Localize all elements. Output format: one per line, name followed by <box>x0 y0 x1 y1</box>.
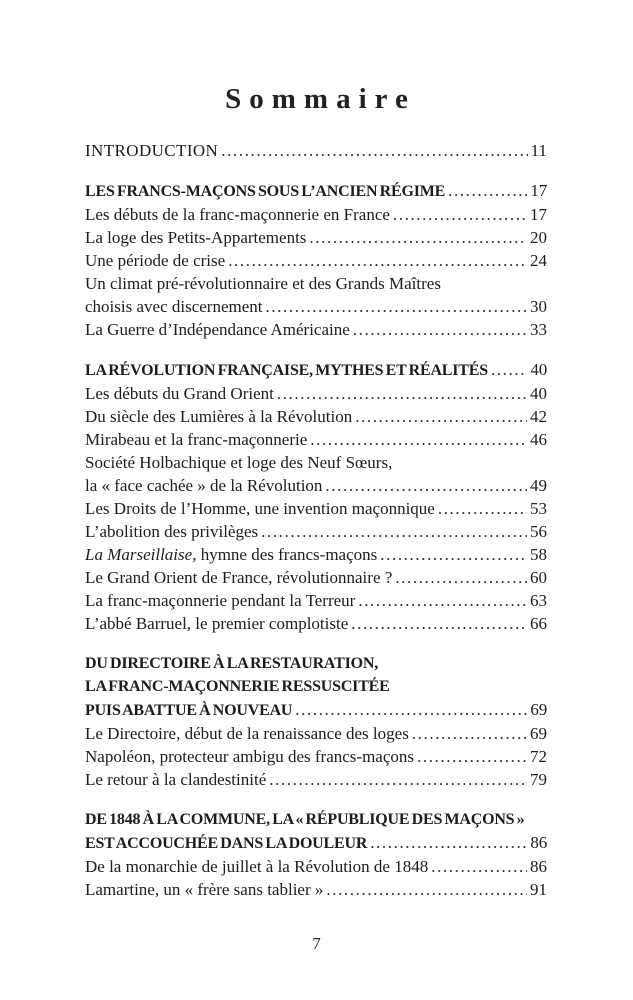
page-title: Sommaire <box>225 83 416 116</box>
toc-entry <box>85 543 547 566</box>
toc-entry-page: 79 <box>530 770 547 789</box>
dot-leader <box>380 543 527 566</box>
dot-leader <box>261 520 527 543</box>
dot-leader <box>228 249 527 272</box>
toc-entry-label: Lamartine, un « frère sans tablier » <box>85 880 324 899</box>
dot-leader <box>353 318 527 341</box>
toc-entry <box>85 768 547 791</box>
toc-entry <box>85 652 547 675</box>
toc-entry <box>85 203 547 226</box>
toc-entry-page: 53 <box>530 499 547 518</box>
dot-leader <box>358 589 527 612</box>
toc-entry-label: Le retour à la clandestinité <box>85 770 267 789</box>
toc-entry <box>85 295 547 318</box>
toc-entry <box>85 179 547 203</box>
toc-entry <box>85 566 547 589</box>
dot-leader <box>221 139 527 162</box>
toc-list <box>85 139 547 901</box>
toc-entry <box>85 675 547 698</box>
toc-entry-label: Un climat pré-révolutionnaire et des Grands Maîtres <box>85 274 441 293</box>
toc-entry <box>85 428 547 451</box>
toc-entry-label: Les Droits de l’Homme, une invention maçonnique <box>85 499 435 518</box>
toc-entry-page: 40 <box>530 360 547 379</box>
toc-entry <box>85 589 547 612</box>
toc-entry-label: LA FRANC-MAÇONNERIE RESSUSCITÉE <box>85 678 390 695</box>
toc-entry-label: Société Holbachique et loge des Neuf Sœurs, <box>85 453 393 472</box>
toc-entry-label: , hymne des francs-maçons <box>192 545 378 564</box>
toc-entry-label: La Guerre d’Indépendance Américaine <box>85 320 350 339</box>
toc-entry-page: 24 <box>530 251 547 270</box>
dot-leader <box>370 831 527 855</box>
dot-leader <box>266 295 528 318</box>
toc-entry-page: 17 <box>530 205 547 224</box>
toc-entry-page: 56 <box>530 522 547 541</box>
toc-entry-label: La franc-maçonnerie pendant la Terreur <box>85 591 356 610</box>
toc-entry <box>85 474 547 497</box>
toc-entry-label: L’abolition des privilèges <box>85 522 259 541</box>
toc-entry-label: Les débuts du Grand Orient <box>85 384 274 403</box>
toc-entry-label: L’abbé Barruel, le premier complotiste <box>85 614 349 633</box>
toc-entry-page: 86 <box>530 857 547 876</box>
toc-entry <box>85 855 547 878</box>
toc-entry-label: LA RÉVOLUTION FRANÇAISE, MYTHES ET RÉALITÉS <box>85 362 488 379</box>
dot-leader <box>277 382 527 405</box>
toc-entry-label: PUIS ABATTUE À NOUVEAU <box>85 702 293 719</box>
toc-entry-page: 11 <box>530 141 547 160</box>
toc-entry <box>85 382 547 405</box>
toc-entry-page: 33 <box>530 320 547 339</box>
toc-entry <box>85 272 547 295</box>
toc-entry-label: LES FRANCS-MAÇONS SOUS L’ANCIEN RÉGIME <box>85 183 446 200</box>
toc-entry-label: Une période de crise <box>85 251 226 270</box>
toc-entry <box>85 831 547 855</box>
toc-entry-page: 17 <box>530 181 547 200</box>
dot-leader <box>269 768 527 791</box>
dot-leader <box>309 226 527 249</box>
dot-leader <box>417 745 527 768</box>
toc-entry-page: 30 <box>530 297 547 316</box>
toc-entry <box>85 318 547 341</box>
dot-leader <box>326 878 527 901</box>
dot-leader <box>325 474 527 497</box>
dot-leader <box>355 405 527 428</box>
toc-entry-label: EST ACCOUCHÉE DANS LA DOULEUR <box>85 835 368 852</box>
toc-section <box>85 652 547 791</box>
toc-entry-label: De la monarchie de juillet à la Révolution de 1848 <box>85 857 429 876</box>
toc-entry-label: Napoléon, protecteur ambigu des francs-maçons <box>85 747 415 766</box>
toc-entry-page: 63 <box>530 591 547 610</box>
toc-entry-label: Du siècle des Lumières à la Révolution <box>85 407 353 426</box>
toc-entry-page: 86 <box>530 833 547 852</box>
dot-leader <box>431 855 527 878</box>
toc-entry-page: 46 <box>530 430 547 449</box>
toc-entry <box>85 520 547 543</box>
toc-entry-page: 66 <box>530 614 547 633</box>
toc-entry-page: 69 <box>530 724 547 743</box>
toc-entry <box>85 226 547 249</box>
toc-entry <box>85 878 547 901</box>
dot-leader <box>310 428 527 451</box>
toc-entry-page: 60 <box>530 568 547 587</box>
toc-entry-page: 49 <box>530 476 547 495</box>
toc-entry <box>85 249 547 272</box>
dot-leader <box>438 497 527 520</box>
toc-entry-label: Les débuts de la franc-maçonnerie en France <box>85 205 390 224</box>
toc-entry <box>85 745 547 768</box>
dot-leader <box>295 698 527 722</box>
toc-entry-page: 20 <box>530 228 547 247</box>
toc-entry <box>85 612 547 635</box>
toc-entry-label: DE 1848 À LA COMMUNE, LA « RÉPUBLIQUE DES MAÇONS » <box>85 811 525 828</box>
dot-leader <box>448 179 527 203</box>
toc-entry <box>85 451 547 474</box>
toc-section <box>85 179 547 341</box>
toc-entry <box>85 358 547 382</box>
toc-entry-label: La loge des Petits-Appartements <box>85 228 307 247</box>
dot-leader <box>393 203 527 226</box>
dot-leader <box>351 612 527 635</box>
toc-entry-page: 42 <box>530 407 547 426</box>
toc-entry-page: 72 <box>530 747 547 766</box>
page-number: 7 <box>312 934 321 953</box>
toc-entry <box>85 405 547 428</box>
toc-entry-work-title: La Marseillaise <box>85 545 193 564</box>
toc-entry-label: la « face cachée » de la Révolution <box>85 476 323 495</box>
toc-entry-label: Mirabeau et la franc-maçonnerie <box>85 430 308 449</box>
dot-leader <box>395 566 527 589</box>
toc-entry <box>85 808 547 831</box>
toc-entry-page: 40 <box>530 384 547 403</box>
toc-entry-label: INTRODUCTION <box>85 141 219 160</box>
toc-entry <box>85 698 547 722</box>
dot-leader <box>491 358 527 382</box>
toc-entry-label: Le Directoire, début de la renaissance des loges <box>85 724 409 743</box>
dot-leader <box>412 722 527 745</box>
toc-entry-page: 58 <box>530 545 547 564</box>
toc-entry-label: Le Grand Orient de France, révolutionnaire ? <box>85 568 393 587</box>
toc-entry-page: 91 <box>530 880 547 899</box>
toc-entry-label: DU DIRECTOIRE À LA RESTAURATION, <box>85 655 378 672</box>
toc-entry <box>85 722 547 745</box>
toc-section <box>85 358 547 635</box>
toc-entry-label: choisis avec discernement <box>85 297 263 316</box>
toc-entry <box>85 497 547 520</box>
toc-entry-page: 69 <box>530 700 547 719</box>
toc-entry <box>85 139 547 162</box>
toc-section <box>85 808 547 901</box>
toc-section <box>85 139 547 162</box>
